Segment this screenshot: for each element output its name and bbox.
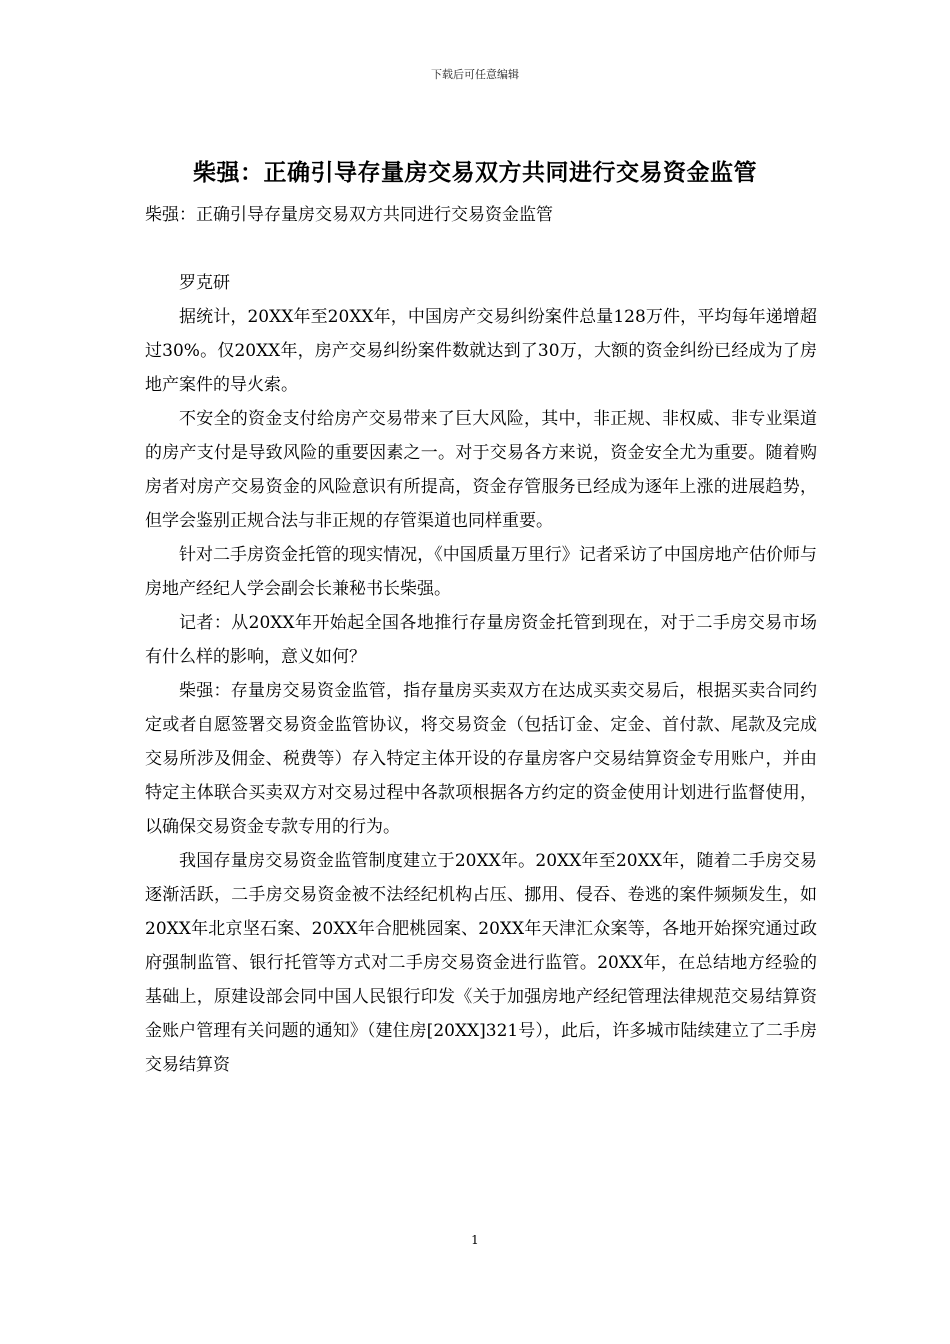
subtitle: 柴强：正确引导存量房交易双方共同进行交易资金监管 (145, 205, 553, 225)
paragraph: 柴强：存量房交易资金监管，指存量房买卖双方在达成买卖交易后，根据买卖合同约定或者自愿签署交易资金监管协议，将交易资金（包括订金、定金、首付款、尾款及完成交易所涉及佣金、税费等）存入特定主体开设的存量房客户交易结算资金专用账户，并由特定主体联合买卖双方对交易过程中各款项根据各方约定的资金使用计划进行监督使用，以确保交易资金专款专用的行为。 (145, 681, 817, 837)
paragraph: 不安全的资金支付给房产交易带来了巨大风险，其中，非正规、非权威、非专业渠道的房产支付是导致风险的重要因素之一。对于交易各方来说，资金安全尤为重要。随着购房者对房产交易资金的风险意识有所提高，资金存管服务已经成为逐年上涨的进展趋势，但学会鉴别正规合法与非正规的存管渠道也同样重要。 (145, 409, 817, 531)
paragraph: 针对二手房资金托管的现实情况，《中国质量万里行》记者采访了中国房地产估价师与房地产经纪人学会副会长兼秘书长柴强。 (145, 545, 817, 599)
page-number: 1 (471, 1233, 479, 1247)
author: 罗克研 (179, 273, 230, 293)
document-title: 柴强：正确引导存量房交易双方共同进行交易资金监管 (193, 160, 757, 186)
header-note: 下载后可任意编辑 (431, 68, 519, 81)
blank-line (145, 232, 817, 266)
paragraph: 我国存量房交易资金监管制度建立于20XX年。20XX年至20XX年，随着二手房交易逐渐活跃，二手房交易资金被不法经纪机构占压、挪用、侵吞、卷逃的案件频频发生，如20XX年北京坚石案、20XX年合肥桃园案、20XX年天津汇众案等，各地开始探究通过政府强制监管、银行托管等方式对二手房交易资金进行监管。20XX年，在总结地方经验的基础上，原建设部会同中国人民银行印发《关于加强房地产经纪管理法律规范交易结算资金账户管理有关问题的通知》（建住房[20XX]321号），此后，许多城市陆续建立了二手房交易结算资 (145, 851, 817, 1075)
paragraph: 据统计，20XX年至20XX年，中国房产交易纠纷案件总量128万件，平均每年递增超过30%。仅20XX年，房产交易纠纷案件数就达到了30万，大额的资金纠纷已经成为了房地产案件的导火索。 (145, 307, 817, 395)
paragraph: 记者：从20XX年开始起全国各地推行存量房资金托管到现在，对于二手房交易市场有什么样的影响，意义如何？ (145, 613, 817, 667)
document-body (145, 198, 817, 1082)
